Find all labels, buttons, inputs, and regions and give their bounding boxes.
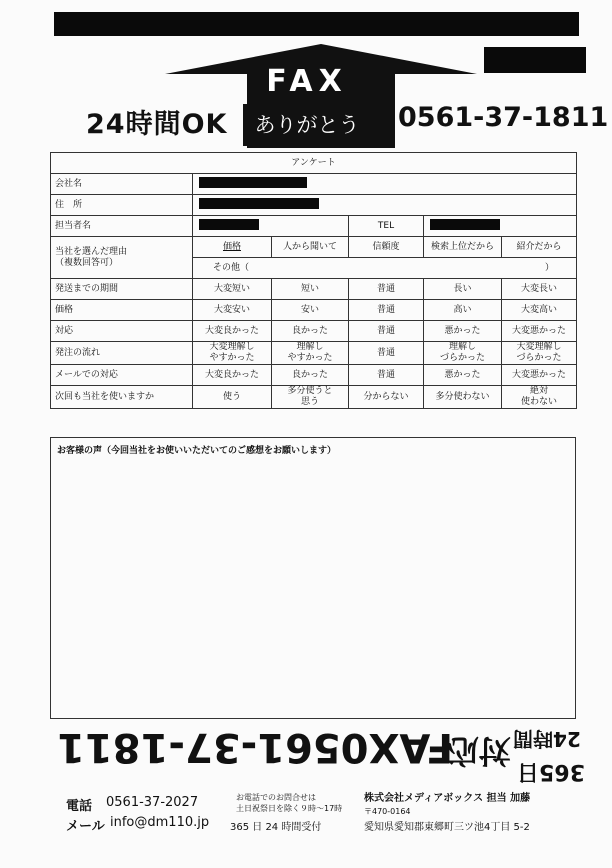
- row-label: 対応: [51, 321, 193, 342]
- option[interactable]: 大変理解し やすかった: [193, 342, 272, 365]
- company-field[interactable]: [193, 174, 577, 195]
- redacted-top-bar: [54, 12, 579, 36]
- option[interactable]: 大変高い: [502, 300, 577, 321]
- postal-code: 〒470-0164: [364, 807, 411, 816]
- option[interactable]: 多分使うと 思う: [272, 386, 349, 409]
- fax-label: FAX: [266, 64, 348, 99]
- customer-voice-title: お客様の声（今回当社をお使いいただいてのご感想をお願いします）: [57, 446, 337, 456]
- option[interactable]: 大変安い: [193, 300, 272, 321]
- row-label: 次回も当社を使いますか: [51, 386, 193, 409]
- option[interactable]: 使う: [193, 386, 272, 409]
- option[interactable]: 良かった: [272, 321, 349, 342]
- mail-address[interactable]: info@dm110.jp: [110, 815, 210, 830]
- reason-label: 当社を選んだ理由: [55, 246, 128, 257]
- person-label: 担当者名: [51, 216, 193, 237]
- option[interactable]: 大変長い: [502, 279, 577, 300]
- reason-option[interactable]: 紹介だから: [502, 237, 577, 258]
- reason-option[interactable]: 検索上位だから: [424, 237, 502, 258]
- option[interactable]: 普通: [349, 279, 424, 300]
- option[interactable]: 普通: [349, 300, 424, 321]
- option[interactable]: 大変理解し づらかった: [502, 342, 577, 365]
- reason-option[interactable]: 人から聞いて: [272, 237, 349, 258]
- redacted-top-right: [484, 47, 586, 73]
- option[interactable]: 高い: [424, 300, 502, 321]
- option[interactable]: 大変悪かった: [502, 365, 577, 386]
- phone-note: お電話でのお問合せは 土日祝祭日を除く９時〜17時: [236, 793, 343, 813]
- hours-text: 24時間OK: [86, 109, 228, 140]
- banner-365: 365日: [517, 759, 585, 784]
- option[interactable]: 普通: [349, 321, 424, 342]
- reason-option[interactable]: 価格: [193, 237, 272, 258]
- option[interactable]: 理解し やすかった: [272, 342, 349, 365]
- other-close: ）: [545, 262, 555, 273]
- option[interactable]: 大変短い: [193, 279, 272, 300]
- tel-field[interactable]: [424, 216, 577, 237]
- option[interactable]: 大変良かった: [193, 365, 272, 386]
- option[interactable]: 短い: [272, 279, 349, 300]
- option[interactable]: 悪かった: [424, 365, 502, 386]
- option[interactable]: 大変良かった: [193, 321, 272, 342]
- row-label: 発送までの期間: [51, 279, 193, 300]
- company-address: 愛知県愛知郡東郷町三ツ池4丁目 5-2: [364, 822, 530, 833]
- other-field[interactable]: [193, 258, 577, 279]
- option[interactable]: 大変悪かった: [502, 321, 577, 342]
- option[interactable]: 普通: [349, 365, 424, 386]
- other-label: その他（: [213, 262, 250, 273]
- banner-fax-number: FAX0561-37-1811: [57, 724, 454, 770]
- fax-thanks: ありがとう: [243, 104, 371, 146]
- option[interactable]: 普通: [349, 342, 424, 365]
- row-label: 価格: [51, 300, 193, 321]
- phone-number: 0561-37-2027: [106, 795, 199, 810]
- reason-label-cell: [51, 237, 193, 279]
- reason-sub: （複数回答可）: [55, 257, 119, 268]
- banner-24: 24時間: [513, 727, 581, 751]
- option[interactable]: 良かった: [272, 365, 349, 386]
- fax-number: 0561-37-1811: [398, 102, 609, 133]
- tel-label: TEL: [349, 216, 424, 237]
- row-label: 発注の流れ: [51, 342, 193, 365]
- option[interactable]: 安い: [272, 300, 349, 321]
- survey-title: アンケート: [51, 153, 577, 174]
- option[interactable]: 多分使わない: [424, 386, 502, 409]
- bottom-banner: [55, 722, 585, 792]
- reason-option[interactable]: 信頼度: [349, 237, 424, 258]
- mail-label: メール: [66, 819, 105, 834]
- row-label: メールでの対応: [51, 365, 193, 386]
- survey-table: [50, 152, 577, 409]
- phone-label: 電話: [66, 799, 93, 814]
- company-label: 会社名: [51, 174, 193, 195]
- option[interactable]: 絶対 使わない: [502, 386, 577, 409]
- option[interactable]: 悪かった: [424, 321, 502, 342]
- address-field[interactable]: [193, 195, 577, 216]
- person-field[interactable]: [193, 216, 349, 237]
- customer-voice-box[interactable]: [50, 437, 576, 719]
- option[interactable]: 長い: [424, 279, 502, 300]
- option[interactable]: 分からない: [349, 386, 424, 409]
- mail-note: 365 日 24 時間受付: [230, 822, 322, 833]
- option[interactable]: 理解し づらかった: [424, 342, 502, 365]
- address-label: 住 所: [51, 195, 193, 216]
- company-name: 株式会社メディアボックス 担当 加藤: [364, 793, 531, 804]
- banner-taiou: 対応: [447, 732, 512, 770]
